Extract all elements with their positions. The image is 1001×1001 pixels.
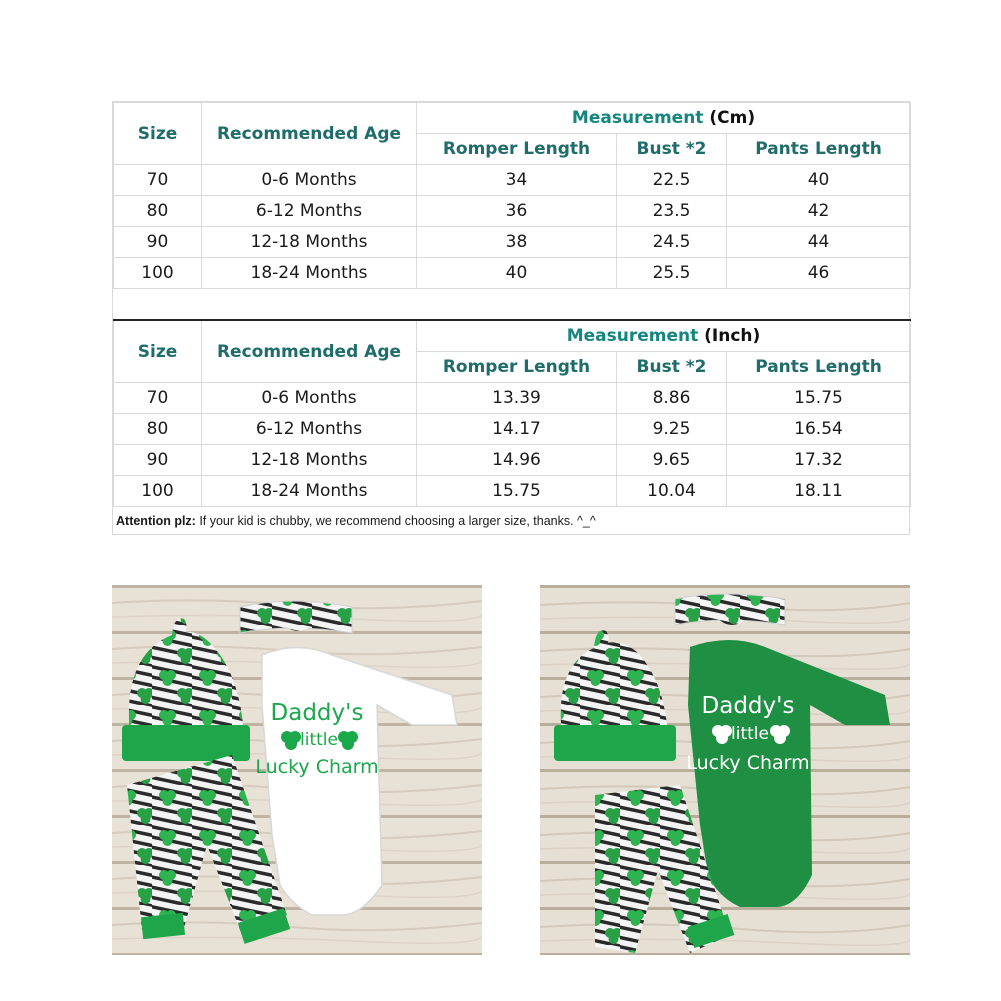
table-row — [114, 227, 911, 258]
cell-pants: 40 — [727, 165, 911, 196]
product-photo-white-romper — [112, 585, 482, 955]
header-measurement — [417, 320, 911, 352]
cell-age: 6-12 Months — [202, 196, 417, 227]
measurement-unit: (Inch) — [704, 326, 761, 346]
cell-size: 70 — [114, 165, 202, 196]
size-table-cm — [113, 102, 911, 289]
cell-size: 80 — [114, 414, 202, 445]
cell-pants: 42 — [727, 196, 911, 227]
cell-romper: 34 — [417, 165, 617, 196]
cell-age: 18-24 Months — [202, 258, 417, 289]
table-spacer — [113, 288, 910, 318]
cell-size: 90 — [114, 227, 202, 258]
cell-age: 0-6 Months — [202, 165, 417, 196]
table-row — [114, 476, 911, 507]
size-chart — [112, 101, 910, 535]
cell-bust: 9.65 — [617, 445, 727, 476]
cell-pants: 17.32 — [727, 445, 911, 476]
cell-pants: 18.11 — [727, 476, 911, 507]
measurement-label: Measurement — [566, 326, 699, 346]
header-bust: Bust *2 — [617, 134, 727, 165]
measurement-label: Measurement — [571, 108, 704, 128]
attention-note — [113, 506, 910, 535]
table-row — [114, 383, 911, 414]
header-pants-length: Pants Length — [727, 134, 911, 165]
cell-romper: 14.17 — [417, 414, 617, 445]
cell-size: 100 — [114, 476, 202, 507]
cell-age: 0-6 Months — [202, 383, 417, 414]
cell-bust: 8.86 — [617, 383, 727, 414]
cell-bust: 23.5 — [617, 196, 727, 227]
cell-pants: 15.75 — [727, 383, 911, 414]
cell-bust: 25.5 — [617, 258, 727, 289]
header-pants-length: Pants Length — [727, 352, 911, 383]
table-row — [114, 196, 911, 227]
attention-text: If your kid is chubby, we recommend choosing a larger size, thanks. ^_^ — [195, 514, 596, 528]
cell-size: 80 — [114, 196, 202, 227]
cell-pants: 44 — [727, 227, 911, 258]
cell-age: 12-18 Months — [202, 227, 417, 258]
print-line-1: Daddy's — [270, 700, 364, 726]
header-size: Size — [114, 320, 202, 383]
cell-size: 90 — [114, 445, 202, 476]
cell-age: 6-12 Months — [202, 414, 417, 445]
product-photo-green-romper — [540, 585, 910, 955]
print-line-1: Daddy's — [701, 693, 795, 719]
cell-age: 12-18 Months — [202, 445, 417, 476]
cell-romper: 15.75 — [417, 476, 617, 507]
cell-bust: 22.5 — [617, 165, 727, 196]
print-line-2: little — [300, 730, 338, 750]
cell-bust: 24.5 — [617, 227, 727, 258]
cell-size: 70 — [114, 383, 202, 414]
table-row — [114, 258, 911, 289]
cell-age: 18-24 Months — [202, 476, 417, 507]
table-row — [114, 165, 911, 196]
header-measurement — [417, 103, 911, 134]
header-size: Size — [114, 103, 202, 165]
cell-romper: 40 — [417, 258, 617, 289]
size-table-inch — [113, 319, 911, 507]
cell-pants: 46 — [727, 258, 911, 289]
header-recommended-age: Recommended Age — [202, 320, 417, 383]
cell-romper: 38 — [417, 227, 617, 258]
cell-bust: 10.04 — [617, 476, 727, 507]
table-row — [114, 445, 911, 476]
cell-size: 100 — [114, 258, 202, 289]
cell-romper: 13.39 — [417, 383, 617, 414]
attention-label: Attention plz: — [116, 514, 196, 528]
header-recommended-age: Recommended Age — [202, 103, 417, 165]
cell-pants: 16.54 — [727, 414, 911, 445]
print-line-3: Lucky Charm — [255, 756, 379, 778]
print-line-2: little — [731, 724, 769, 744]
cell-romper: 14.96 — [417, 445, 617, 476]
header-romper-length: Romper Length — [417, 352, 617, 383]
measurement-unit: (Cm) — [709, 108, 756, 128]
cell-bust: 9.25 — [617, 414, 727, 445]
print-line-3: Lucky Charm — [686, 752, 810, 774]
header-bust: Bust *2 — [617, 352, 727, 383]
header-romper-length: Romper Length — [417, 134, 617, 165]
cell-romper: 36 — [417, 196, 617, 227]
table-row — [114, 414, 911, 445]
